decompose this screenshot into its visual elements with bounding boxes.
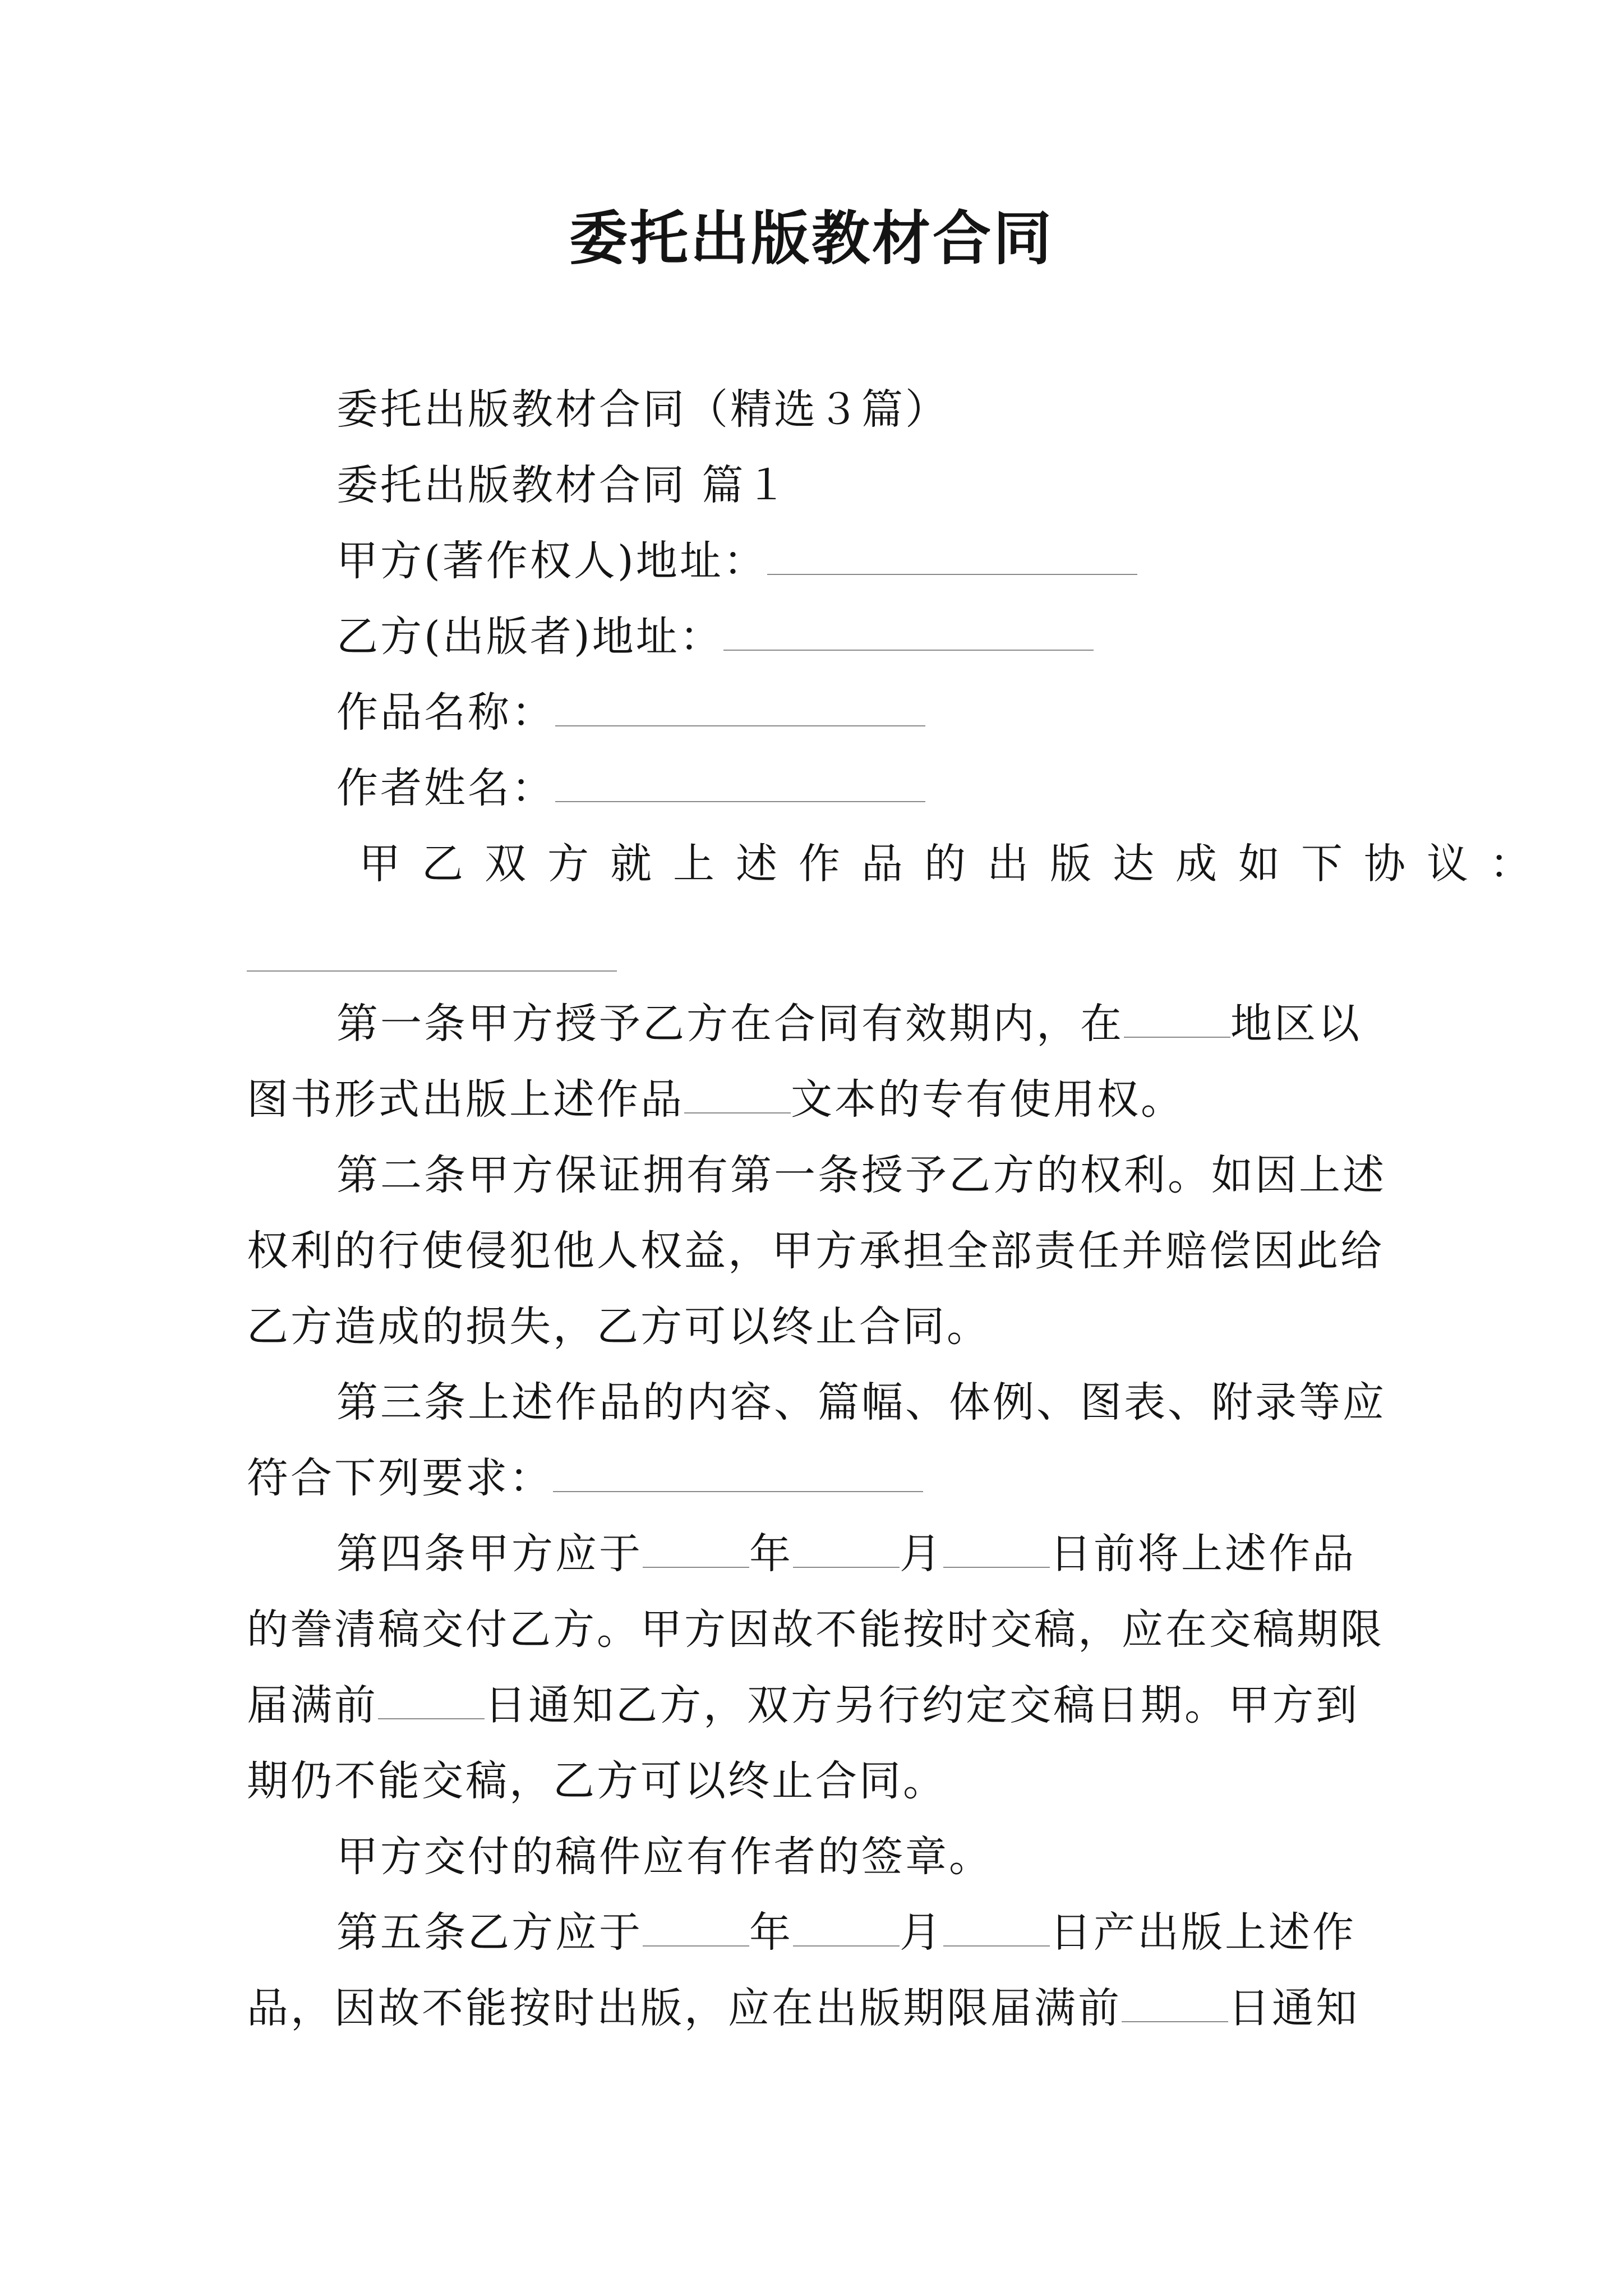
article-1-line-1: [336, 990, 1385, 1057]
document-subtitle: 委托出版教材合同（精选３篇）: [336, 385, 949, 434]
intro-blank-rule: [247, 970, 617, 972]
article-4-line-1: [336, 1520, 1385, 1588]
article-4-line-4: 期仍不能交稿，乙方可以终止合同。: [247, 1757, 947, 1805]
agreement-intro: 甲乙双方就上述作品的出版达成如下协议：: [359, 840, 1552, 888]
article-1-text-a: 第一条甲方授予乙方在合同有效期内，在: [336, 1000, 1124, 1048]
pub-day-blank: [943, 1901, 1050, 1947]
article-3-line-1: 第三条上述作品的内容、篇幅、体例、图表、附录等应: [336, 1378, 1386, 1427]
article-3-text: 符合下列要求：: [247, 1454, 553, 1502]
article-4-year: 年: [749, 1530, 793, 1578]
article-4-text-b: 日前将上述作品: [1050, 1530, 1356, 1578]
party-b-blank: [723, 605, 1094, 651]
article-2-line-1: 第二条甲方保证拥有第一条授予乙方的权利。如因上述: [336, 1151, 1386, 1199]
pub-year-blank: [643, 1901, 749, 1947]
article-5-text-a: 第五条乙方应于: [336, 1908, 643, 1957]
day-blank: [943, 1522, 1050, 1568]
part-heading: 委托出版教材合同 篇１: [336, 461, 790, 509]
author-name-blank: [555, 756, 925, 802]
work-name-row: [336, 679, 1385, 746]
month-blank: [793, 1522, 900, 1568]
region-blank: [1124, 992, 1230, 1038]
article-5-month: 月: [900, 1908, 943, 1957]
article-2-line-2: 权利的行使侵犯他人权益，甲方承担全部责任并赔偿因此给: [247, 1227, 1384, 1275]
year-blank: [643, 1522, 749, 1568]
article-5-year: 年: [749, 1908, 793, 1957]
article-5-text-d: 日通知: [1228, 1984, 1359, 2032]
article-4-month: 月: [900, 1530, 943, 1578]
language-blank: [684, 1068, 791, 1114]
party-a-label: 甲方(著作权人)地址：: [336, 537, 767, 585]
work-name-label: 作品名称：: [336, 688, 555, 737]
article-1-text-b: 地区以: [1230, 1000, 1362, 1048]
article-5-text-b: 日产出版上述作: [1050, 1908, 1356, 1957]
article-5-text-c: 品，因故不能按时出版，应在出版期限届满前: [247, 1984, 1122, 2032]
article-2-line-3: 乙方造成的损失，乙方可以终止合同。: [247, 1303, 990, 1351]
article-5-line-2: [247, 1975, 1385, 2042]
article-5-line-1: [336, 1899, 1385, 1966]
author-name-row: [336, 754, 1385, 822]
party-a-blank: [767, 529, 1137, 575]
work-name-blank: [555, 680, 925, 726]
party-b-label: 乙方(出版者)地址：: [336, 613, 723, 661]
party-b-row: [336, 603, 1385, 670]
pub-notice-blank: [1122, 1976, 1228, 2022]
article-4-text-d: 日通知乙方，双方另行约定交稿日期。甲方到: [485, 1681, 1359, 1729]
requirements-blank: [553, 1446, 923, 1492]
author-name-label: 作者姓名：: [336, 764, 555, 812]
article-4-text-c: 届满前: [247, 1681, 378, 1729]
signature-note: 甲方交付的稿件应有作者的签章。: [336, 1833, 993, 1881]
article-4-line-3: [247, 1672, 1385, 1739]
document-title: 委托出版教材合同: [569, 204, 1054, 273]
article-1-line-2: [247, 1066, 1385, 1133]
party-a-row: [336, 527, 1385, 595]
article-1-text-c: 图书形式出版上述作品: [247, 1075, 684, 1124]
article-4-line-2: 的誊清稿交付乙方。甲方因故不能按时交稿，应在交稿期限: [247, 1605, 1384, 1654]
pub-month-blank: [793, 1901, 900, 1947]
article-3-line-2: [247, 1444, 1385, 1512]
notice-days-blank: [378, 1673, 485, 1719]
article-1-text-d: 文本的专有使用权。: [791, 1075, 1184, 1124]
article-4-text-a: 第四条甲方应于: [336, 1530, 643, 1578]
